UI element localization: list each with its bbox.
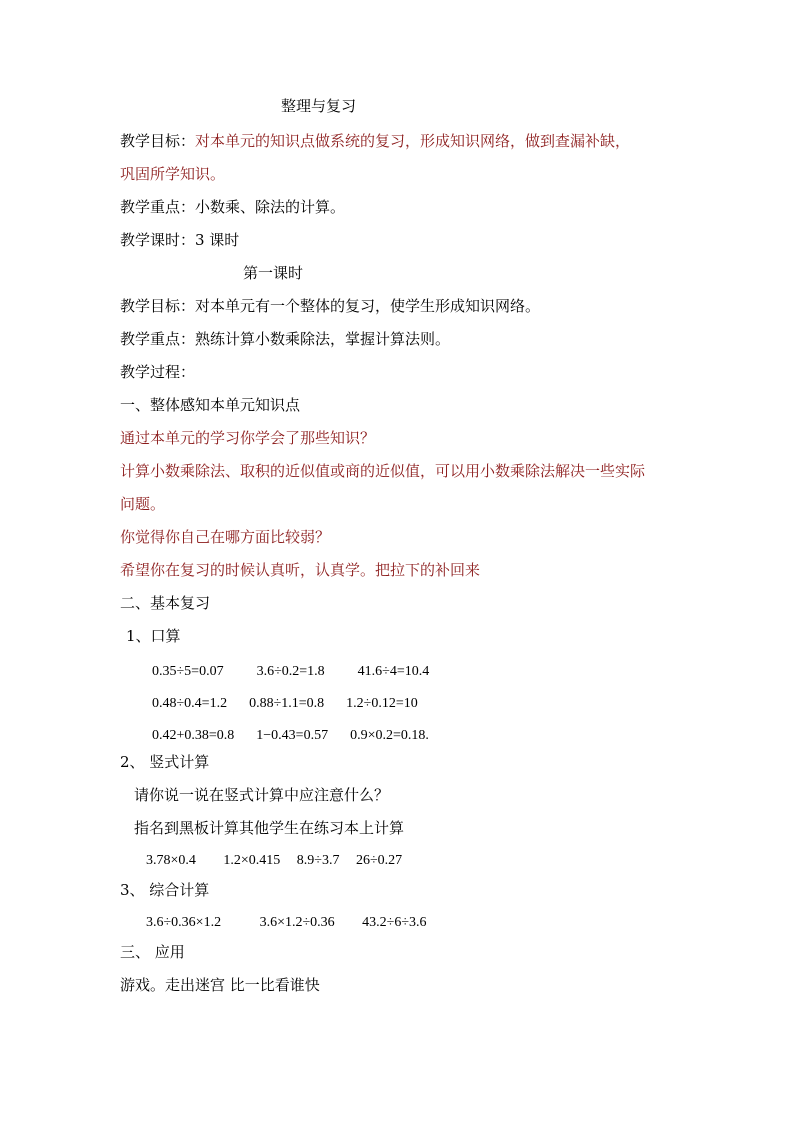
oral-row: 0.48÷0.4=1.2 0.88÷1.1=0.8 1.2÷0.12=10 (152, 696, 418, 711)
answer-two: 希望你在复习的时候认真听，认真学。把拉下的补回来 (120, 561, 481, 579)
goal-text: 对本单元的知识点做系统的复习，形成知识网络，做到查漏补缺， (195, 132, 631, 150)
oral-row: 0.42+0.38=0.8 1−0.43=0.57 0.9×0.2=0.18. (152, 728, 429, 743)
lesson-key: 教学重点：熟练计算小数乘除法，掌握计算法则。 (120, 330, 451, 348)
oral-row: 0.35÷5=0.07 3.6÷0.2=1.8 41.6÷4=10.4 (152, 664, 430, 679)
game-line: 游戏。走出迷宫 比一比看谁快 (120, 976, 320, 994)
vertical-note: 指名到黑板计算其他学生在练习本上计算 (134, 819, 405, 837)
goal-text-cont: 巩固所学知识。 (120, 165, 226, 183)
combined-calc-title: 3、 综合计算 (120, 881, 210, 899)
lesson-title: 第一课时 (243, 264, 304, 282)
teaching-process: 教学过程： (120, 363, 196, 381)
goal-label: 教学目标： (120, 132, 196, 150)
section-two-title: 二、基本复习 (120, 594, 211, 612)
question-one: 通过本单元的学习你学会了那些知识？ (120, 429, 376, 447)
question-two: 你觉得你自己在哪方面比较弱？ (120, 528, 331, 546)
answer-one-line2: 问题。 (120, 495, 166, 513)
lesson-goal: 教学目标：对本单元有一个整体的复习，使学生形成知识网络。 (120, 297, 541, 315)
key-points: 教学重点：小数乘、除法的计算。 (120, 198, 346, 216)
answer-one-line1: 计算小数乘除法、取积的近似值或商的近似值，可以用小数乘除法解决一些实际 (120, 462, 646, 480)
page-title: 整理与复习 (281, 97, 357, 115)
teaching-goal (120, 131, 630, 151)
vertical-question: 请你说一说在竖式计算中应注意什么？ (134, 786, 390, 804)
class-hours: 教学课时：3 课时 (120, 231, 240, 249)
section-three-title: 三、 应用 (120, 943, 185, 961)
section-one-title: 一、整体感知本单元知识点 (120, 396, 301, 414)
oral-calc-title: 1、口算 (126, 627, 181, 645)
vertical-calc-title: 2、 竖式计算 (120, 753, 210, 771)
vertical-items: 3.78×0.4 1.2×0.415 8.9÷3.7 26÷0.27 (146, 853, 403, 868)
combined-items: 3.6÷0.36×1.2 3.6×1.2÷0.36 43.2÷6÷3.6 (146, 915, 427, 930)
